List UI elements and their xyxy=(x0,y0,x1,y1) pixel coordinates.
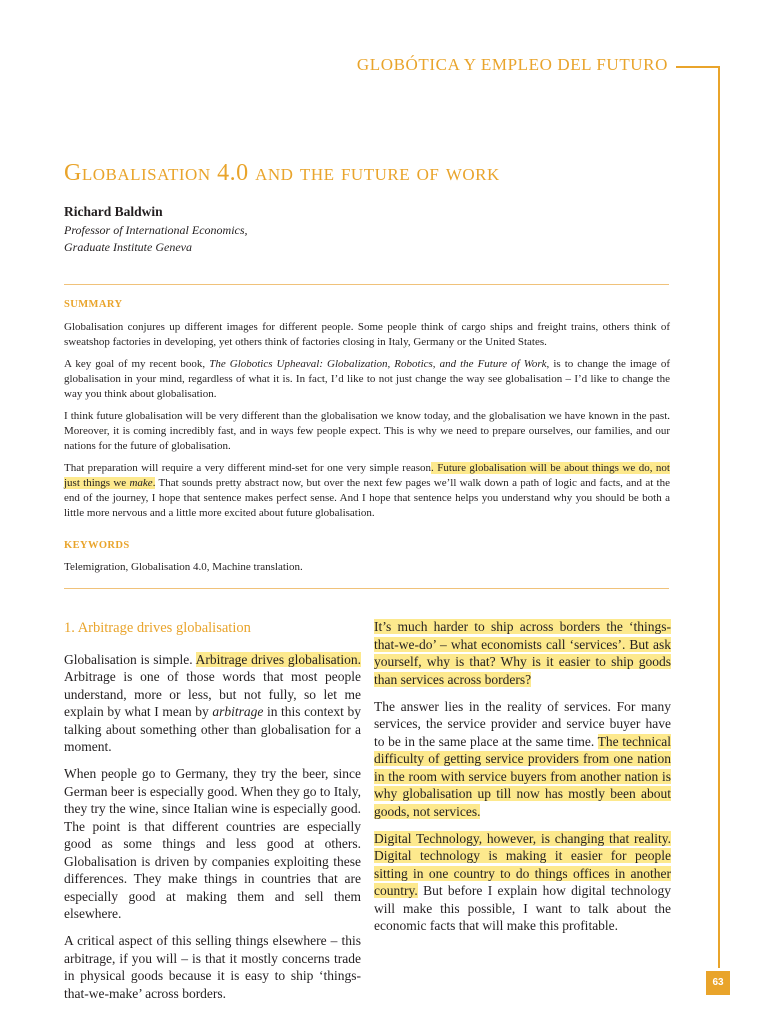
article-title: Globalisation 4.0 and the future of work xyxy=(64,160,500,186)
body-paragraph: Globalisation is simple. Arbitrage drives globalisation. Arbitrage is one of those words that most people understand, more or less, but not fully, so let me explain by what I mean by arbitrage in this context by talking about something other than globalisation for a moment. xyxy=(64,651,362,754)
keywords-text: Telemigration, Globalisation 4.0, Machine translation. xyxy=(64,561,303,573)
body-paragraph: Digital Technology, however, is changing that reality. Digital technology is making it easier for people sitting in one country to do things offices in another country. But before I explain how digital technology will make this possible, I want to talk about the economic facts that will make this profitable. xyxy=(374,830,671,933)
body-column-left xyxy=(64,620,361,1012)
keywords-label: KEYWORDS xyxy=(64,540,130,551)
divider xyxy=(64,588,669,589)
divider xyxy=(64,284,669,285)
affiliation-line: Graduate Institute Geneva xyxy=(64,240,192,254)
highlighted-text: The technical difficulty of getting service providers from one nation in the room with service buyers from another nation is why globalisation up till now has mostly been about goods, not services. xyxy=(374,733,671,819)
author-name: Richard Baldwin xyxy=(64,204,163,219)
page-number: 63 xyxy=(706,971,730,995)
highlighted-text: It’s much harder to ship across borders the ‘things-that-we-do’ – what economists call ‘services’. But ask yourself, why is that? Why is it easier to ship goods than services across borders? xyxy=(374,619,671,687)
summary-block xyxy=(64,320,670,528)
body-column-right xyxy=(374,618,671,944)
running-head: GLOBÓTICA Y EMPLEO DEL FUTURO xyxy=(356,55,668,74)
margin-rule xyxy=(718,66,720,968)
book-title: The Globotics Upheaval: Globalization, Robotics, and the Future of Work xyxy=(209,358,547,370)
body-paragraph xyxy=(374,618,671,688)
body-paragraph: The answer lies in the reality of services. For many services, the service provider and service buyer have to be in the same place at the same time. The technical difficulty of getting service providers from one nation in the room with service buyers from another nation is why globalisation up till now has mostly been about goods, not services. xyxy=(374,698,671,819)
summary-paragraph: A key goal of my recent book, The Globotics Upheaval: Globalization, Robotics, and the Future of Work, is to change the image of globalisation in your mind, regardless of what it is. In fact, I’d like to not just change the way see globalisation – I’d like to change the way you think about globalisation. xyxy=(64,358,670,400)
summary-paragraph: I think future globalisation will be very different than the globalisation we know today, and the globalisation we have known in the past. Moreover, it is coming incredibly fast, and in ways few people expect. This is why we need to prepare ourselves, our families, and our nations for the future of globalisation. xyxy=(64,410,670,452)
highlighted-text: . Future globalisation will be about things we do, not just things we make. xyxy=(64,462,670,489)
body-paragraph: A critical aspect of this selling things elsewhere – this arbitrage, if you will – is that it mostly concerns trade in physical goods because it is easy to ship ‘things-that-we-make’ across borders. xyxy=(64,933,361,1001)
highlighted-text: Arbitrage drives globalisation. xyxy=(195,651,362,667)
summary-label: SUMMARY xyxy=(64,299,123,310)
author-affiliation xyxy=(64,222,248,256)
header-rule xyxy=(676,66,719,68)
body-paragraph: When people go to Germany, they try the beer, since German beer is especially good. When they go to Italy, they try the wine, since Italian wine is especially good. The point is that different countries are especially good as some things and less good at others. Globalisation is driven by companies exploiting these differences. They make things in countries that are especially good at making them and sell them elsewhere. xyxy=(64,766,361,921)
affiliation-line: Professor of International Economics, xyxy=(64,223,248,237)
summary-paragraph: That preparation will require a very different mind-set for one very simple reason. Future globalisation will be about things we do, not just things we make. That sounds pretty abstract now, but over the next few pages we’ll walk down a path of logic and facts, and at the end of the journey, I hope that sentence makes perfect sense. And I hope that sentence helps you understand why you should be both a little more nervous and a little more excited about future globalisation. xyxy=(64,462,670,519)
highlighted-text: Digital Technology, however, is changing that reality. Digital technology is making it easier for people sitting in one country to do things offices in another country. xyxy=(374,830,671,898)
summary-paragraph: Globalisation conjures up different images for different people. Some people think of cargo ships and freight trains, others think of sweatshop factories in developing, yet others think of factories closing in Italy, Germany or the United States. xyxy=(64,321,670,348)
section-heading: 1. Arbitrage drives globalisation xyxy=(64,620,251,636)
